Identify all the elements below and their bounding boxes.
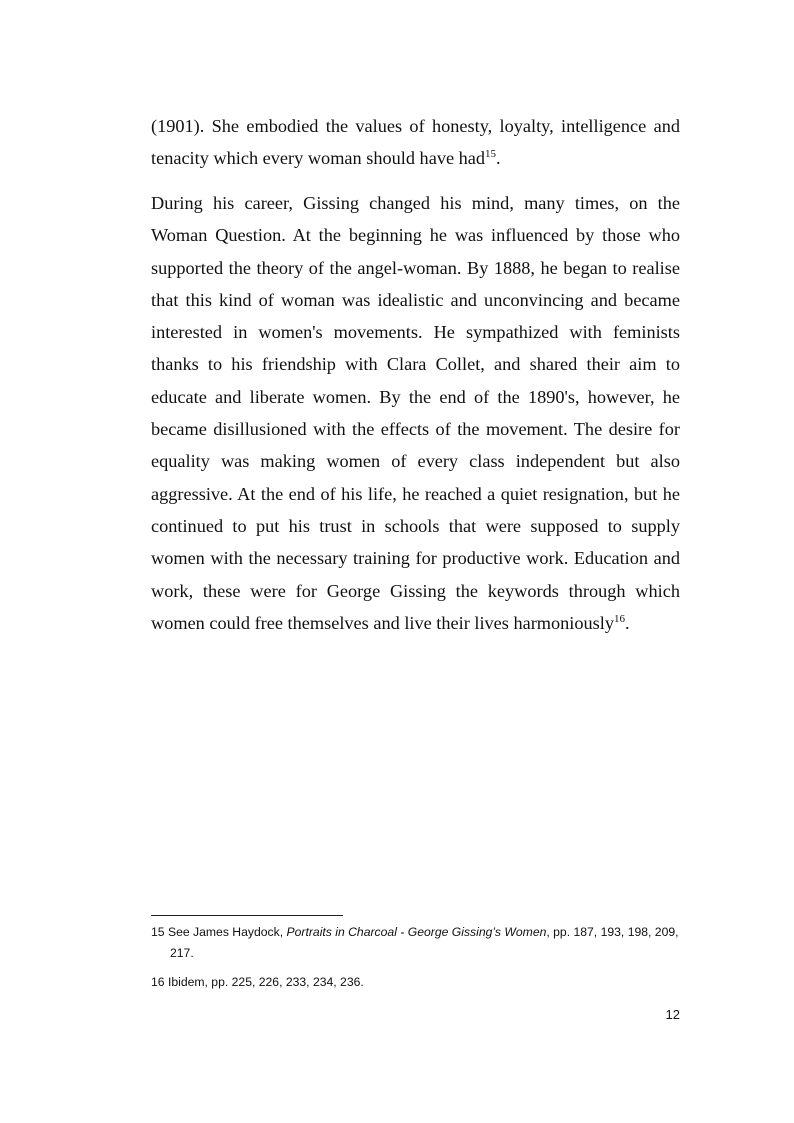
footnote-ref-15[interactable]: 15 xyxy=(485,148,497,161)
paragraph-end: . xyxy=(625,612,630,633)
footnote-16 xyxy=(151,972,681,993)
footnote-text: See James Haydock, xyxy=(167,925,287,939)
footnote-text: Ibidem, pp. 225, 226, 233, 234, 236. xyxy=(167,975,364,989)
page-number: 12 xyxy=(665,1007,680,1022)
paragraph-end: . xyxy=(496,148,501,169)
footnote-number: 15 xyxy=(151,925,165,939)
footnote-separator xyxy=(151,915,343,916)
paragraph-text: (1901). She embodied the values of honesty, loyalty, intelligence and tenacity which every woman should have had xyxy=(151,116,680,169)
paragraph-text: During his career, Gissing changed his mind, many times, on the Woman Question. At the beginning he was influenced by those who supported the theory of the angel-woman. By 1888, he began to realise that this kind of woman was idealistic and unconvincing and became interested in women's movements. He sympathized with feminists thanks to his friendship with Clara Collet, and shared their aim to educate and liberate women. By the end of the 1890's, however, he became disillusioned with the effects of the movement. The desire for equality was making women of every class independent but also aggressive. At the end of his life, he reached a quiet resignation, but he continued to put his trust in schools that were supposed to supply women with the necessary training for productive work. Education and work, these were for George Gissing the keywords through which women could free themselves and live their lives harmoniously xyxy=(151,193,680,633)
footnote-title: Portraits in Charcoal - George Gissing’s Women xyxy=(286,925,547,939)
body-paragraph-2 xyxy=(151,187,680,639)
footnote-15 xyxy=(151,922,681,964)
footnote-ref-16[interactable]: 16 xyxy=(614,612,626,625)
footnote-pages: , pp. 187, 193, 198, 209, xyxy=(546,925,679,939)
body-paragraph-1 xyxy=(151,110,680,175)
footnote-number: 16 xyxy=(151,975,165,989)
footnote-continuation: 217. xyxy=(170,946,194,960)
